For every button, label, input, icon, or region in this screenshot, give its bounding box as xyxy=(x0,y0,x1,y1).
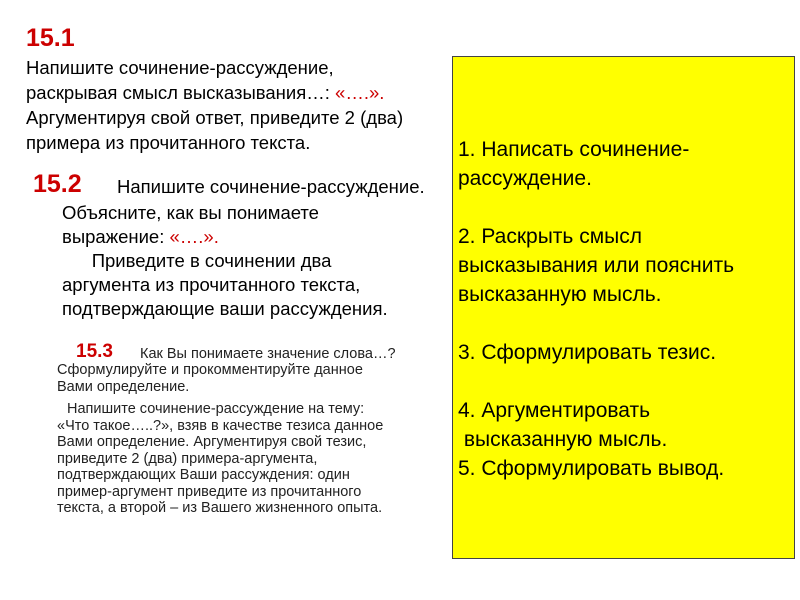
task-15-1-quote-placeholder: «….». xyxy=(335,82,385,103)
task-15-2-text xyxy=(62,201,452,321)
task-15-2-line-3 xyxy=(62,249,452,273)
task-15-3-line-9: текста, а второй – из Вашего жизненного опыта. xyxy=(57,500,383,516)
task-15-3-number: 15.3 xyxy=(76,341,113,362)
task-15-2-line-2-text: выражение: xyxy=(62,226,170,247)
step-5-line-1: 5. Сформулировать вывод. xyxy=(458,457,725,480)
task-15-1-line-3: Аргументируя свой ответ, приведите 2 (два) xyxy=(26,107,404,128)
task-15-3-line-4: «Что такое…..?», взяв в качестве тезиса данное xyxy=(57,417,384,434)
step-3-line-1: 3. Сформулировать тезис. xyxy=(458,341,717,364)
task-15-1-line-4: примера из прочитанного текста. xyxy=(26,132,311,153)
task-15-3-line-5: Вами определение. Аргументируя свой тезис, xyxy=(57,434,367,450)
task-15-2-line-3-text: Приведите в сочинении два xyxy=(91,250,332,271)
task-15-3-line-2: Вами определение. xyxy=(57,378,190,395)
task-15-2-line-1: Объясните, как вы понимаете xyxy=(62,202,319,223)
task-15-3-line-8: пример-аргумент приведите из прочитанного xyxy=(57,483,362,500)
step-1-line-1: 1. Написать сочинение- xyxy=(458,138,690,161)
task-15-2-line-4: аргумента из прочитанного текста, xyxy=(62,274,361,295)
task-15-2-line-2 xyxy=(62,225,452,249)
task-15-3-line-7: подтверждающих Ваши рассуждения: один xyxy=(57,467,350,483)
task-15-1-line-1: Напишите сочинение-рассуждение, xyxy=(26,57,334,78)
steps-list xyxy=(458,135,793,483)
task-15-1-number: 15.1 xyxy=(26,24,75,52)
step-2-line-3: высказанную мысль. xyxy=(458,283,662,306)
task-15-1-text xyxy=(26,55,446,155)
task-15-2-heading: Напишите сочинение-рассуждение. xyxy=(117,176,425,197)
task-15-1-line-2-text: раскрывая смысл высказывания…: xyxy=(26,82,336,103)
step-4-line-1: 4. Аргументировать xyxy=(458,399,651,422)
step-4-line-2: высказанную мысль. xyxy=(458,428,668,451)
step-2-line-1: 2. Раскрыть смысл xyxy=(458,225,642,248)
task-15-3-text xyxy=(57,362,452,517)
task-15-1-line-2 xyxy=(26,80,446,105)
task-15-2-number: 15.2 xyxy=(33,170,82,198)
task-15-3-line-1: Сформулируйте и прокомментируйте данное xyxy=(57,362,363,378)
task-15-3-line-3: Напишите сочинение-рассуждение на тему: xyxy=(67,401,365,417)
task-15-2-quote-placeholder: «….». xyxy=(169,226,219,247)
task-15-3-line-6: приведите 2 (два) примера-аргумента, xyxy=(57,450,318,467)
task-15-2-line-5: подтверждающие ваши рассуждения. xyxy=(62,298,388,319)
step-1-line-2: рассуждение. xyxy=(458,167,592,190)
task-15-3-heading: Как Вы понимаете значение слова…? xyxy=(140,346,396,362)
step-2-line-2: высказывания или пояснить xyxy=(458,254,735,277)
